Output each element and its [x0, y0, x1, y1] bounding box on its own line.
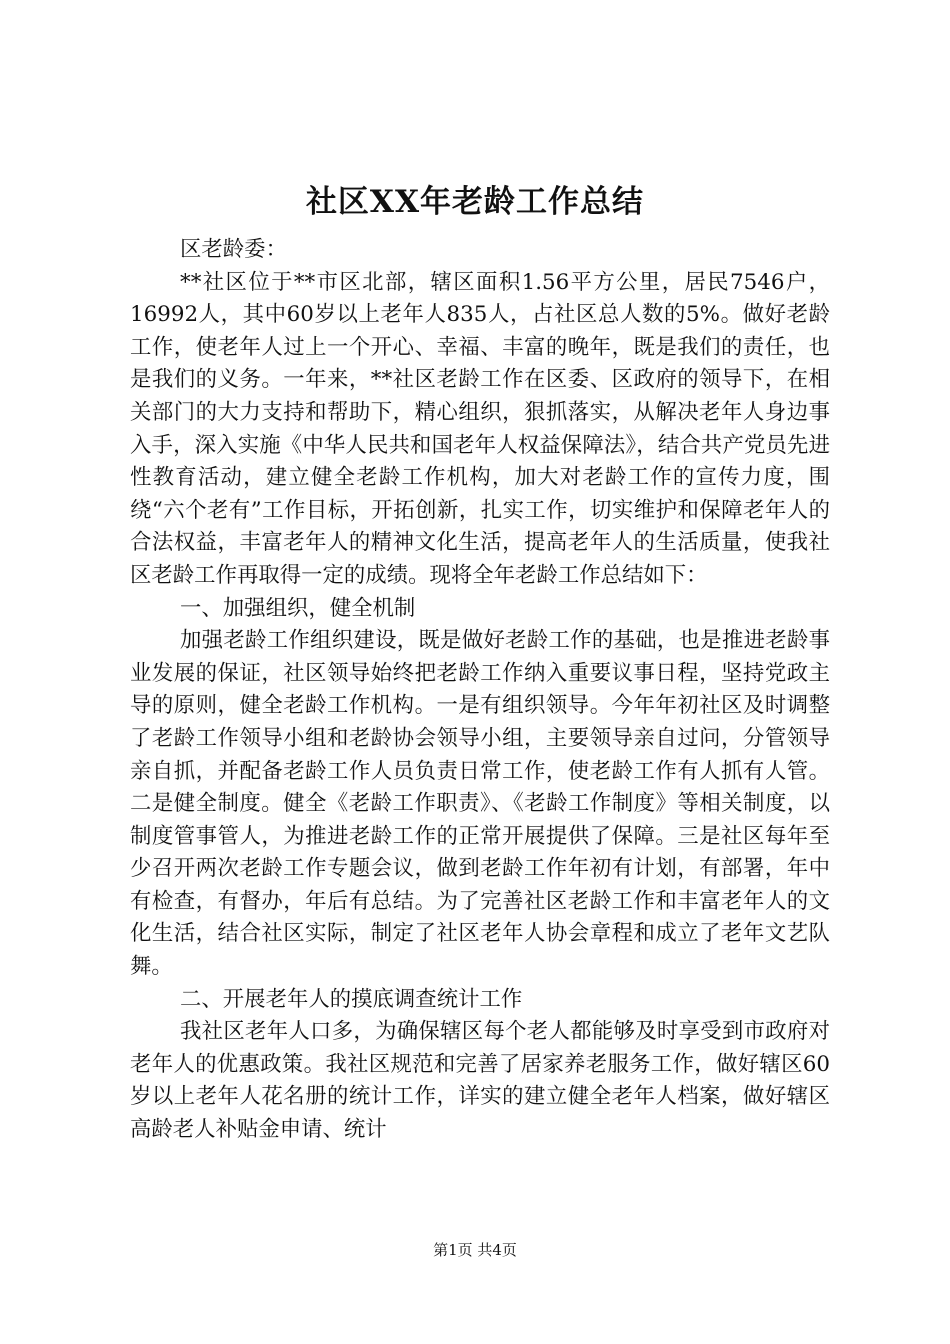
- paragraph-section-2: 我社区老年人口多，为确保辖区每个老人都能够及时享受到市政府对老年人的优惠政策。我社区规范和完善了居家养老服务工作，做好辖区60岁以上老年人花名册的统计工作，详实的建立健全老年人档案，做好辖区高龄老人补贴金申请、统计: [130, 1019, 830, 1143]
- salutation: 区老龄委：: [180, 237, 287, 262]
- section-heading-2: 二、开展老年人的摸底调查统计工作: [180, 986, 523, 1012]
- paragraph-intro: **社区位于**市区北部，辖区面积1.56平方公里，居民7546户，16992人，其中60岁以上老年人835人，占社区总人数的5%。做好老龄工作，使老年人过上一个开心、幸福、丰富的晚年，既是我们的责任，也是我们的义务。一年来，**社区老龄工作在区委、区政府的领导下，在相关部门的大力支持和帮助下，精心组织，狠抓落实，从解决老年人身边事入手，深入实施《中华人民共和国老年人权益保障法》，结合共产党员先进性教育活动，建立健全老龄工作机构，加大对老龄工作的宣传力度，围绕“六个老有”工作目标，开拓创新，扎实工作，切实维护和保障老年人的合法权益，丰富老年人的精神文化生活，提高老年人的生活质量，使我社区老龄工作再取得一定的成绩。现将全年老龄工作总结如下：: [130, 269, 830, 588]
- document-body: [130, 234, 830, 1147]
- paragraph-section-1: 加强老龄工作组织建设，既是做好老龄工作的基础，也是推进老龄事业发展的保证，社区领导始终把老龄工作纳入重要议事日程，坚持党政主导的原则，健全老龄工作机构。一是有组织领导。今年年初社区及时调整了老龄工作领导小组和老龄协会领导小组，主要领导亲自过问，分管领导亲自抓，并配备老龄工作人员负责日常工作，使老龄工作有人抓有人管。二是健全制度。健全《老龄工作职责》、《老龄工作制度》等相关制度，以制度管事管人，为推进老龄工作的正常开展提供了保障。三是社区每年至少召开两次老龄工作专题会议，做到老龄工作年初有计划，有部署，年中有检查，有督办，年后有总结。为了完善社区老龄工作和丰富老年人的文化生活，结合社区实际，制定了社区老年人协会章程和成立了老年文艺队舞。: [130, 628, 830, 980]
- page-footer: 第1页 共4页: [433, 1241, 517, 1259]
- document-title: 社区XX年老龄工作总结: [305, 184, 645, 220]
- section-heading-1: 一、加强组织，健全机制: [180, 595, 416, 621]
